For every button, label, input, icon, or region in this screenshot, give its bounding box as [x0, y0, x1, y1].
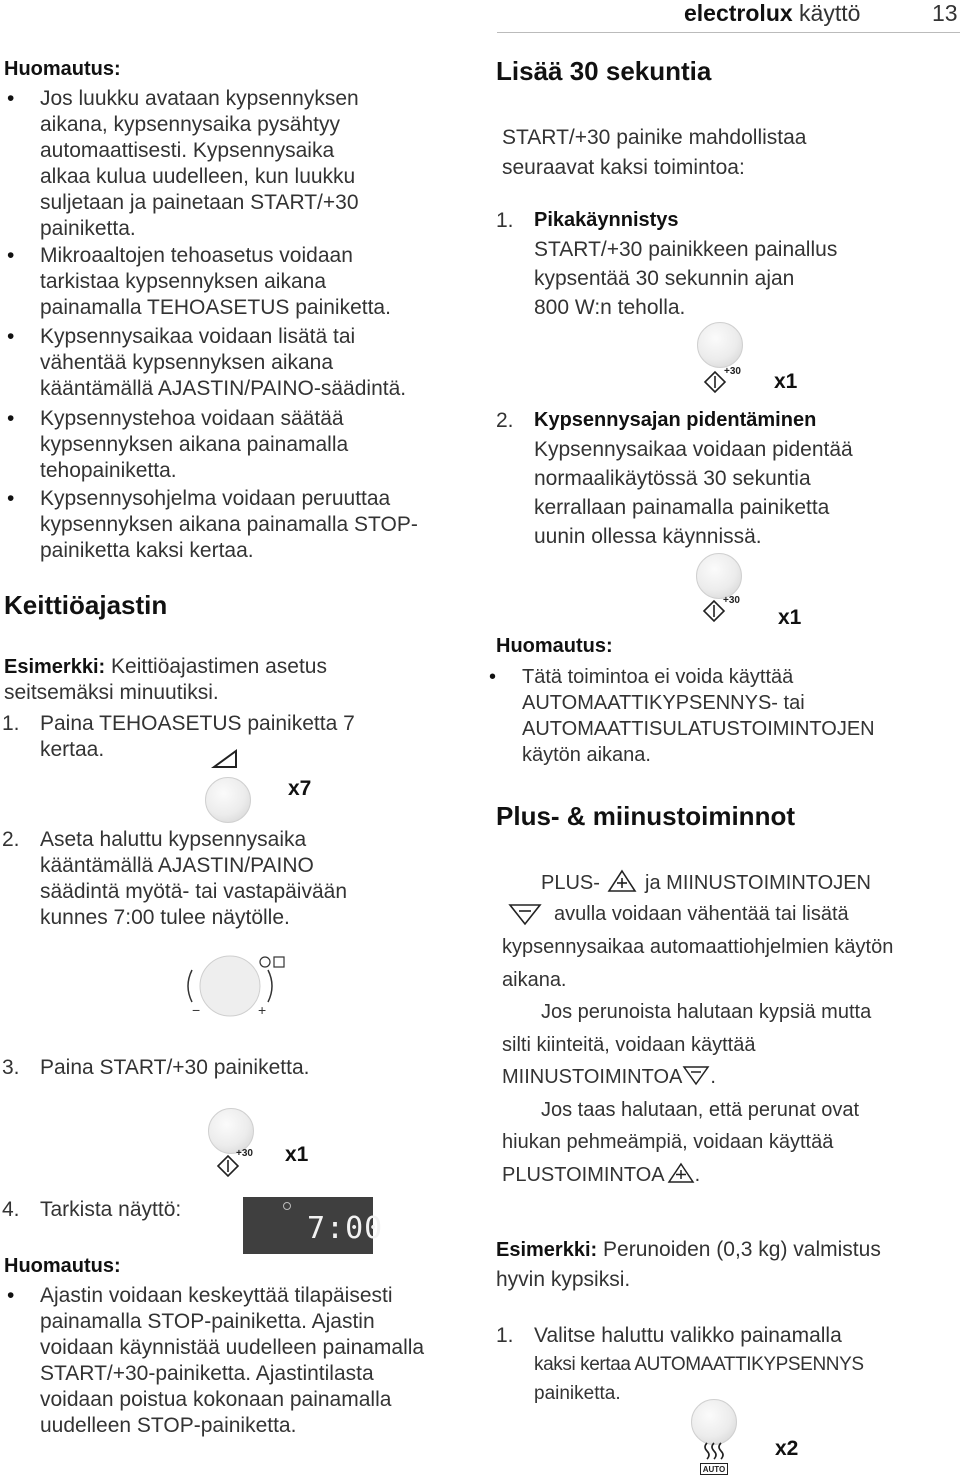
- dial-minus-label: −: [192, 1002, 201, 1018]
- plus-minus-p2-line-2: silti kiinteitä, voidaan käyttää: [502, 1034, 756, 1056]
- note1-bullet-5: • Kypsennysohjelma voidaan peruuttaa kypsennyksen aikana painamalla STOP- painiketta kaksi kertaa.: [40, 486, 418, 564]
- note1-bullet-3: • Kypsennysaikaa voidaan lisätä tai vähentää kypsennyksen aikana kääntämällä AJASTIN/PAINO-säädintä.: [40, 324, 406, 402]
- note2-bullet: • Ajastin voidaan keskeyttää tilapäisesti painamalla STOP-painiketta. Ajastin voidaan käynnistää uudelleen painamalla START/+30-painiketta. Ajastintilasta voidaan poistua kokonaan painamalla uudelleen STOP-painiketta.: [40, 1283, 424, 1439]
- plus-minus-p2-line-1: Jos perunoista halutaan kypsiä mutta: [541, 1001, 872, 1023]
- timer-heading: Keittiöajastin: [4, 590, 168, 620]
- right-note-bullet: • Tätä toimintoa ei voida käyttää AUTOMAATTIKYPSENNYS- tai AUTOMAATTISULATUSTOIMINTOJEN käytön aikana.: [522, 664, 875, 768]
- oven-display: [243, 1197, 384, 1254]
- plus-minus-line-4: aikana.: [502, 969, 567, 991]
- minus-icon-inline: [682, 1064, 710, 1086]
- steam-icon: [700, 1441, 728, 1463]
- plus-minus-p2-line-3: MIINUSTOIMINTOA .: [502, 1066, 716, 1088]
- header-rule: [497, 32, 960, 33]
- note1-title: Huomautus:: [4, 58, 121, 80]
- extend-time-button[interactable]: [696, 553, 742, 599]
- timer-step-2: 2. Aseta haluttu kypsennysaika kääntämällä AJASTIN/PAINO säädintä myötä- tai vastapäivään kunnes 7:00 tulee näytölle.: [2, 828, 348, 929]
- plus-minus-line-2: avulla voidaan vähentää tai lisätä: [554, 903, 849, 925]
- plus-icon: [607, 869, 637, 893]
- timer-step-3: 3. Paina START/+30 painiketta.: [2, 1056, 310, 1079]
- dial-plus-label: +: [258, 1002, 267, 1018]
- plus-minus-p3-line-2: hiukan pehmeämpiä, voidaan käyttää: [502, 1131, 834, 1153]
- display-clock-icon: [283, 1202, 291, 1210]
- timer-weight-dial[interactable]: [180, 950, 290, 1020]
- extend-plus30-label: +30: [723, 595, 740, 606]
- timer-step-1: 1. Paina TEHOASETUS painiketta 7 kertaa.: [2, 712, 355, 761]
- plus30-item-1: 1. Pikakäynnistys START/+30 painikkeen painallus kypsentää 30 sekunnin ajan 800 W:n teholla.: [496, 209, 838, 319]
- plus-minus-heading: Plus- & miinustoiminnot: [496, 801, 795, 831]
- power-multiplier: x7: [288, 777, 312, 800]
- timer-example: Esimerkki: Keittiöajastimen asetus seitsemäksi minuutiksi.: [4, 655, 327, 704]
- page-header: [684, 0, 960, 28]
- note1-bullet-4: • Kypsennystehoa voidaan säätää kypsennyksen aikana painamalla tehopainiketta.: [40, 406, 348, 484]
- plus-minus-p3-line-1: Jos taas halutaan, että perunat ovat: [541, 1099, 859, 1121]
- brand-name: electrolux: [684, 0, 793, 26]
- auto-cook-icon: [700, 1441, 728, 1477]
- quickstart-button[interactable]: [697, 322, 743, 368]
- right-note-title: Huomautus:: [496, 635, 613, 657]
- page-number: 13: [932, 0, 958, 26]
- plus-minus-line-1: PLUS- ja MIINUSTOIMINTOJEN: [541, 869, 871, 896]
- power-icon: [211, 748, 239, 770]
- extend-multiplier: x1: [778, 606, 802, 629]
- right-example: Esimerkki: Perunoiden (0,3 kg) valmistus hyvin kypsiksi.: [496, 1238, 881, 1291]
- power-button[interactable]: [205, 777, 251, 823]
- start-plus30-label: +30: [236, 1148, 253, 1159]
- auto-cook-button[interactable]: [691, 1399, 737, 1445]
- plus30-heading: Lisää 30 sekuntia: [496, 56, 712, 86]
- note2-title: Huomautus:: [4, 1255, 121, 1277]
- plus-icon-inline: [667, 1162, 695, 1184]
- auto-multiplier: x2: [775, 1437, 799, 1460]
- plus-minus-p3-line-3: PLUSTOIMINTOA .: [502, 1164, 701, 1186]
- display-time: 7:00: [307, 1211, 384, 1246]
- right-step-1: 1. Valitse haluttu valikko painamalla kaksi kertaa AUTOMAATTIKYPSENNYS painiketta.: [496, 1324, 864, 1404]
- plus30-item-2: 2. Kypsennysajan pidentäminen Kypsennysaikaa voidaan pidentää normaalikäytössä 30 sekuntia kerrallaan painamalla painiketta uunin ollessa käynnissä.: [496, 409, 853, 548]
- note1-bullet-2: • Mikroaaltojen tehoasetus voidaan tarkistaa kypsennyksen aikana painamalla TEHOASETUS painiketta.: [40, 243, 391, 321]
- timer-step-4: 4. Tarkista näyttö:: [2, 1198, 182, 1221]
- quickstart-plus30-label: +30: [724, 366, 741, 377]
- plus30-intro: START/+30 painike mahdollistaa seuraavat kaksi toimintoa:: [502, 126, 807, 179]
- minus-icon: [508, 902, 542, 926]
- note1-bullet-1: • Jos luukku avataan kypsennyksen aikana, kypsennysaika pysähtyy automaattisesti. Kypsennysaika alkaa kulua uudelleen, kun luukku suljetaan ja painetaan START/+30 painiketta.: [40, 86, 359, 242]
- plus-minus-line-3: kypsennysaikaa automaattiohjelmien käytön: [502, 936, 894, 958]
- quickstart-multiplier: x1: [774, 370, 798, 393]
- auto-label: AUTO: [700, 1463, 728, 1475]
- section-name: käyttö: [799, 0, 861, 26]
- start-multiplier: x1: [285, 1143, 309, 1166]
